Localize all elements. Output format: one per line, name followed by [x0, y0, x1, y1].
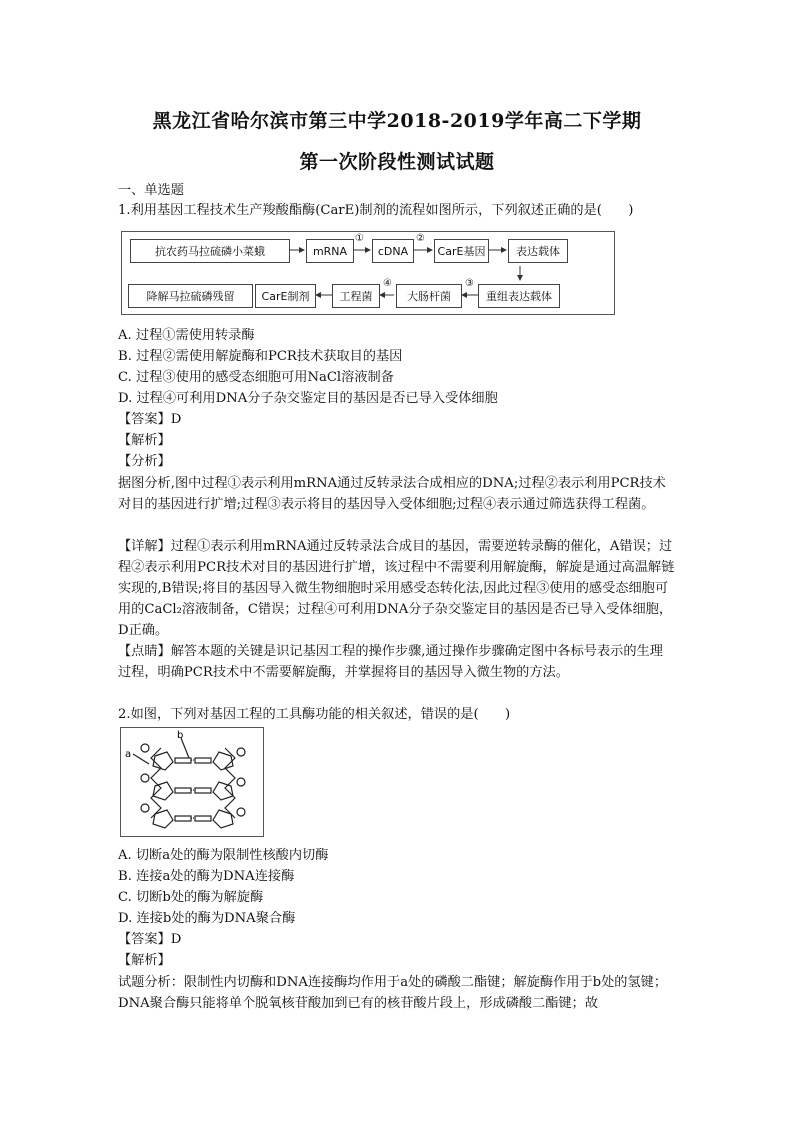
- phosphate-left-2: [141, 774, 149, 782]
- q2-option-d: D. 连接b处的酶为DNA聚合酶: [118, 911, 296, 926]
- q2-stem: 2.如图，下列对基因工程的工具酶功能的相关叙述，错误的是( ): [118, 707, 511, 722]
- q2-option-c: C. 切断b处的酶为解旋酶: [118, 890, 264, 905]
- step-1-label: ①: [355, 233, 364, 244]
- page-title-line2: 第一次阶段性测试试题: [299, 151, 495, 173]
- q1-stem: 1.利用基因工程技术生产羧酸酯酶(CarE)制剂的流程如图所示，下列叙述正确的是( ): [118, 203, 634, 218]
- base-3b: [195, 816, 211, 821]
- phosphate-left-3: [141, 804, 149, 812]
- step-2-label: ②: [416, 233, 425, 244]
- phosphate-right-3: [237, 808, 245, 816]
- q1-tip: 【点睛】解答本题的关键是识记基因工程的操作步骤,通过操作步骤确定图中各标号表示的生理过程，明确PCR技术中不需要解旋酶，并掌握将目的基因导入微生物的方法。: [118, 644, 663, 680]
- q1-fenxi-label: 【分析】: [118, 454, 171, 469]
- phosphate-left-1: [141, 744, 149, 752]
- q2-analysis-text: 试题分析：限制性内切酶和DNA连接酶均作用于a处的磷酸二酯键；解旋酶作用于b处的氢键；DNA聚合酶只能将单个脱氧核苷酸加到已有的核苷酸片段上，形成磷酸二酯键；故: [118, 975, 668, 1011]
- left-backbone: [151, 748, 161, 818]
- q2-option-a: A. 切断a处的酶为限制性核酸内切酶: [118, 848, 329, 863]
- step-3-label: ③: [465, 278, 474, 289]
- base-2a: [175, 788, 191, 793]
- q1-fenxi-text: 据图分析,图中过程①表示利用mRNA通过反转录法合成相应的DNA;过程②表示利用PCR技术对目的基因进行扩增;过程③表示将目的基因导入受体细胞;过程④表示通过筛选获得工程菌。: [118, 476, 666, 512]
- q1-analysis-label: 【解析】: [118, 433, 171, 448]
- base-1a: [175, 758, 191, 763]
- base-1b: [195, 758, 211, 763]
- page-title-line1: 黑龙江省哈尔滨市第三中学2018-2019学年高二下学期: [152, 110, 642, 132]
- pointer-a: [133, 754, 149, 764]
- flow-box-engineered: 工程菌: [332, 284, 380, 308]
- sugar-left-1: [153, 752, 173, 770]
- label-a: a: [125, 749, 132, 760]
- q1-answer: 【答案】D: [118, 412, 182, 427]
- flow-box-degrade: 降解马拉硫磷残留: [128, 284, 253, 308]
- flow-box-moth: 抗农药马拉硫磷小菜蛾: [130, 239, 290, 263]
- label-b: b: [177, 730, 184, 741]
- flow-box-care-agent: CarE制剂: [255, 284, 316, 308]
- dna-structure-drawing: [121, 728, 265, 838]
- pointer-b: [181, 738, 189, 758]
- sugar-right-1: [213, 752, 233, 770]
- flow-box-mrna: mRNA: [306, 239, 354, 263]
- base-3a: [175, 816, 191, 821]
- q1-detail: 【详解】过程①表示利用mRNA通过反转录法合成目的基因，需要逆转录酶的催化，A错误；过程②表示利用PCR技术对目的基因进行扩增，该过程中不需要利用解旋酶，解旋是通过高温解链实现的,B错误;将目的基因导入微生物细胞时采用感受态转化法,因此过程③使用的感受态细胞可用的CaCl₂溶液制备，C错误；过程④可利用DNA分子杂交鉴定目的基因是否已导入受体细胞，D正确。: [118, 539, 675, 638]
- q1-option-a: A. 过程①需使用转录酶: [118, 328, 255, 343]
- sugar-left-2: [153, 782, 173, 800]
- flow-box-recombinant: 重组表达载体: [478, 284, 560, 308]
- section-heading: 一、单选题: [118, 183, 184, 198]
- q2-dna-figure: [120, 727, 264, 837]
- q2-option-b: B. 连接a处的酶为DNA连接酶: [118, 869, 295, 884]
- base-2b: [195, 788, 211, 793]
- q2-analysis-label: 【解析】: [118, 953, 171, 968]
- q1-flowchart: [121, 231, 615, 315]
- q1-option-d: D. 过程④可利用DNA分子杂交鉴定目的基因是否已导入受体细胞: [118, 391, 498, 406]
- sugar-right-2: [213, 782, 233, 800]
- q1-option-c: C. 过程③使用的感受态细胞可用NaCl溶液制备: [118, 370, 394, 385]
- step-4-label: ④: [383, 278, 392, 289]
- q1-option-b: B. 过程②需使用解旋酶和PCR技术获取目的基因: [118, 349, 403, 364]
- flow-box-ecoli: 大肠杆菌: [396, 284, 462, 308]
- right-backbone: [225, 748, 235, 818]
- q2-answer: 【答案】D: [118, 932, 182, 947]
- flow-box-care-gene: CarE基因: [434, 239, 489, 263]
- phosphate-right-2: [237, 778, 245, 786]
- flow-box-cdna: cDNA: [372, 239, 414, 263]
- flow-box-vector: 表达载体: [508, 239, 568, 263]
- phosphate-right-1: [237, 748, 245, 756]
